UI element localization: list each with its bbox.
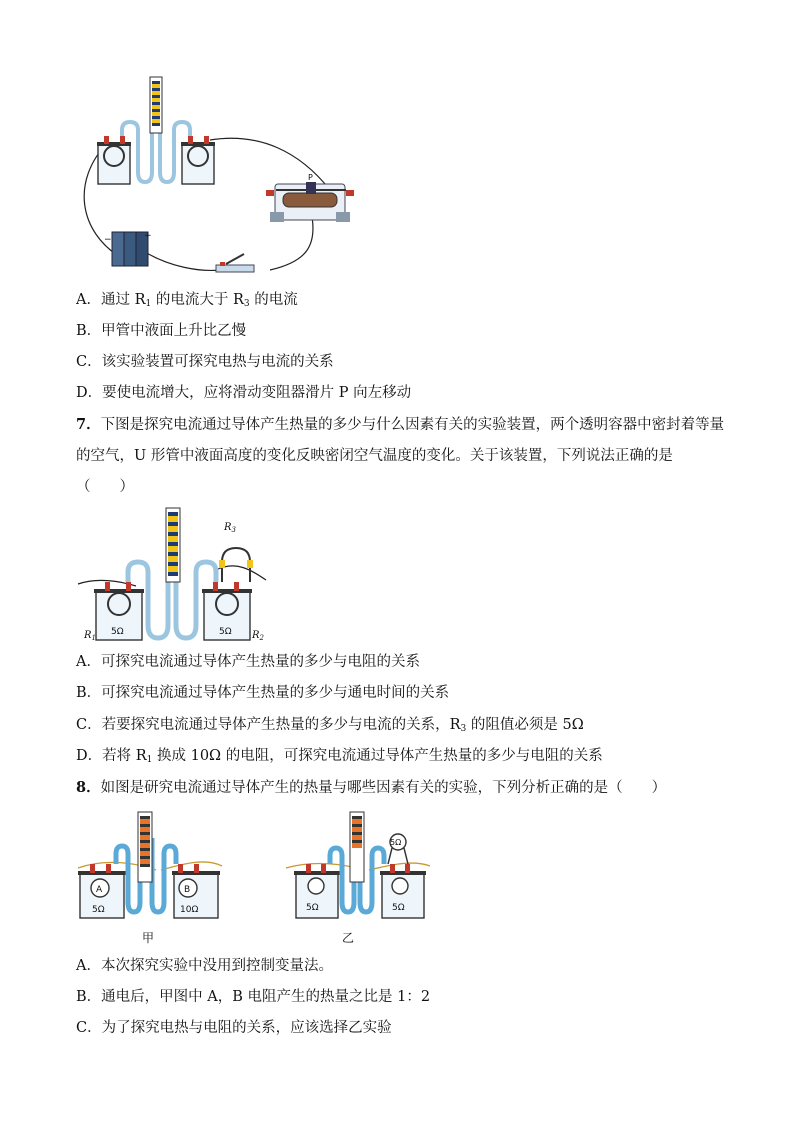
minus-sign: −: [104, 235, 112, 245]
q8-stem: [76, 778, 666, 798]
q8-option-c: C．为了探究电热与电阻的关系，应该选择乙实验: [76, 1020, 392, 1036]
left-resistance: 5Ω: [111, 627, 124, 637]
jia-left-resistance: 5Ω: [92, 905, 105, 915]
switch: [216, 254, 254, 272]
q8-figure-yi: [284, 808, 434, 948]
r3-label: $R_3$: [224, 522, 236, 534]
r2-label: $R_2$: [252, 630, 264, 642]
plus-sign: +: [144, 231, 152, 241]
q7-option-d: D．若将 $R_1$ 换成 10Ω 的电阻，可探究电流通过导体产生热量的多少与电阻的关系: [76, 748, 603, 765]
q6-option-b: B．甲管中液面上升比乙慢: [76, 323, 247, 339]
rheostat: [266, 182, 354, 222]
yi-right-resistance: 5Ω: [392, 903, 405, 913]
slider-label: P: [308, 173, 313, 182]
q7-apparatus-figure: [76, 500, 276, 648]
q8-stem-text: 如图是研究电流通过导体产生的热量与哪些因素有关的实验，下列分析正确的是（ ）: [100, 780, 667, 796]
q7-stem-text: 下图是探究电流通过导体产生热量的多少与什么因素有关的实验装置，两个透明容器中密封着等量的空气，U 形管中液面高度的变化反映密闭空气温度的变化。关于该装置，下列说法正确的是: [76, 417, 725, 464]
yi-caption: 乙: [342, 931, 355, 945]
q8-option-b: B．通电后，甲图中 A，B 电阻产生的热量之比是 1：2: [76, 989, 431, 1005]
q7-answer-paren: （ ）: [76, 479, 134, 495]
q7-number: 7．: [76, 416, 101, 433]
q7-option-c: C．若要探究电流通过导体产生热量的多少与电流的关系，$R_3$ 的阻值必须是 5Ω: [76, 717, 584, 734]
q6-circuit-figure: [70, 72, 370, 277]
yi-left-resistance: 5Ω: [306, 903, 319, 913]
q7-stem: [76, 409, 726, 503]
jia-right-resistance: 10Ω: [180, 905, 199, 915]
resistor-a-letter: A: [96, 885, 103, 895]
q8-option-a: A．本次探究实验中没用到控制变量法。: [76, 958, 333, 974]
yi-top-resistance: 5Ω: [390, 838, 402, 847]
jia-caption: 甲: [142, 931, 155, 945]
battery: [112, 232, 148, 266]
q7-option-b: B．可探究电流通过导体产生热量的多少与通电时间的关系: [76, 685, 450, 701]
q6-option-c: C．该实验装置可探究电热与电流的关系: [76, 354, 334, 370]
q8-figure-jia: [76, 808, 224, 948]
q7-option-a: A．可探究电流通过导体产生热量的多少与电阻的关系: [76, 654, 420, 670]
q8-number: 8．: [76, 779, 101, 796]
q6-option-a: A．通过 $R_1$ 的电流大于 $R_3$ 的电流: [76, 292, 298, 309]
r1-label: $R_1$: [84, 630, 96, 642]
q6-option-d: D．要使电流增大，应将滑动变阻器滑片 P 向左移动: [76, 385, 412, 401]
right-resistance: 5Ω: [219, 627, 232, 637]
resistor-b-letter: B: [184, 885, 191, 895]
